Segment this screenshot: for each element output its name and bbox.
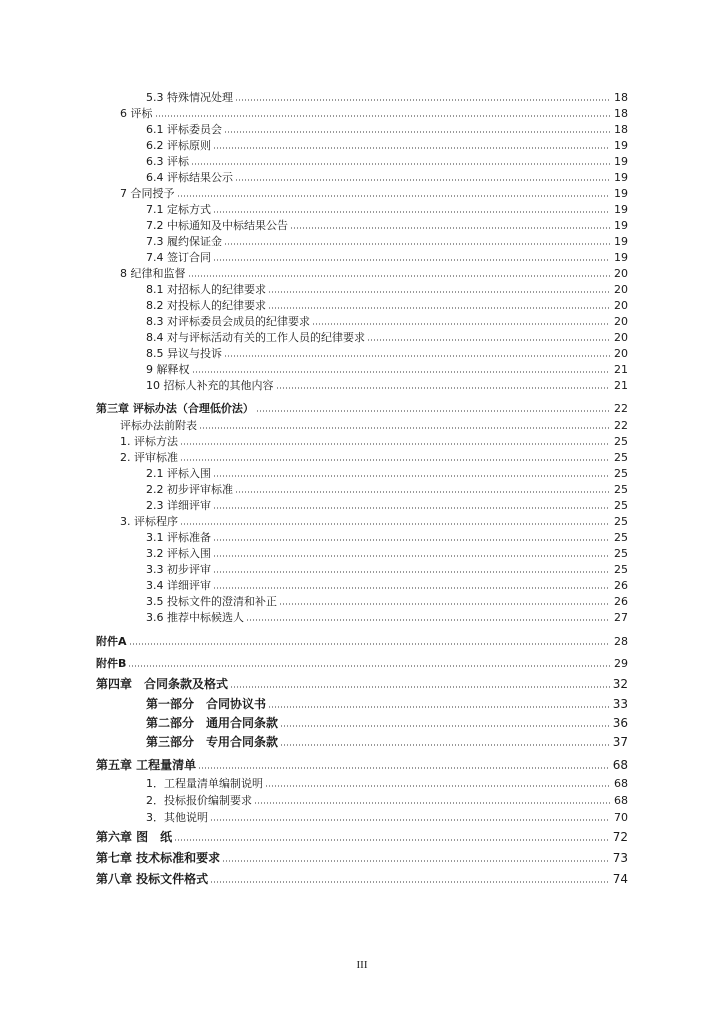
toc-entry-page: 19 — [614, 155, 628, 168]
toc-entry-label: 3.3 初步评审 — [146, 563, 211, 576]
toc-entry-label: 3．其他说明 — [146, 811, 208, 824]
toc-entry-label: 2.1 评标入围 — [146, 467, 211, 480]
toc-entry[interactable] — [0, 312, 724, 328]
dot-leader — [180, 459, 610, 461]
toc-appendix-page: 28 — [614, 635, 628, 648]
dot-leader — [213, 475, 610, 477]
dot-leader — [230, 686, 610, 688]
toc-entry-label: 8 纪律和监督 — [120, 267, 186, 280]
toc-chapter[interactable] — [0, 756, 724, 772]
toc-entry-label: 2.2 初步评审标准 — [146, 483, 233, 496]
toc-entry-page: 25 — [614, 515, 628, 528]
toc-chapter-label: 第七章 技术标准和要求 — [96, 851, 221, 865]
toc-entry[interactable] — [0, 104, 724, 120]
toc-section[interactable] — [0, 733, 724, 749]
dot-leader — [180, 523, 610, 525]
toc-entry-page: 19 — [614, 219, 628, 232]
toc-section-label: 第二部分 通用合同条款 — [146, 716, 279, 730]
toc-section-label: 第一部分 合同协议书 — [146, 697, 267, 711]
dot-leader — [213, 587, 610, 589]
toc-chapter-page: 68 — [612, 758, 628, 772]
toc-section-label: 第三部分 专用合同条款 — [146, 735, 279, 749]
toc-entry-label: 评标办法前附表 — [120, 419, 197, 432]
dot-leader — [224, 243, 610, 245]
dot-leader — [235, 179, 610, 181]
toc-entry-page: 70 — [614, 811, 628, 824]
toc-entry-page: 27 — [614, 611, 628, 624]
toc-entry-page: 19 — [614, 235, 628, 248]
toc-entry[interactable] — [0, 168, 724, 184]
dot-leader — [268, 307, 610, 309]
toc-entry[interactable] — [0, 248, 724, 264]
toc-chapter-label: 第六章 图 纸 — [96, 830, 173, 844]
toc-chapter-page: 74 — [612, 872, 628, 886]
toc-entry[interactable] — [0, 448, 724, 464]
toc-entry[interactable] — [0, 120, 724, 136]
dot-leader — [155, 115, 611, 117]
toc-entry-label: 2. 评审标准 — [120, 451, 178, 464]
toc-entry-page: 22 — [614, 419, 628, 432]
toc-entry[interactable] — [0, 360, 724, 376]
dot-leader — [213, 571, 610, 573]
toc-entry[interactable] — [0, 376, 724, 392]
toc-entry-label: 6.4 评标结果公示 — [146, 171, 233, 184]
toc-appendix-label: 附件A — [96, 635, 127, 648]
toc-entry[interactable] — [0, 264, 724, 280]
toc-entry[interactable] — [0, 296, 724, 312]
toc-entry[interactable] — [0, 88, 724, 104]
toc-chapter[interactable] — [0, 675, 724, 691]
toc-entry-label: 3.4 详细评审 — [146, 579, 211, 592]
toc-entry-page: 68 — [614, 794, 628, 807]
toc-entry[interactable] — [0, 232, 724, 248]
toc-entry-label: 9 解释权 — [146, 363, 190, 376]
toc-entry-label: 8.5 异议与投诉 — [146, 347, 222, 360]
toc-chapter-page: 32 — [612, 677, 628, 691]
toc-entry-label: 10 招标人补充的其他内容 — [146, 379, 274, 392]
toc-entry[interactable] — [0, 152, 724, 168]
toc-entry-page: 19 — [614, 139, 628, 152]
toc-entry-label: 3. 评标程序 — [120, 515, 178, 528]
toc-entry-label: 7.4 签订合同 — [146, 251, 211, 264]
toc-entry[interactable] — [0, 280, 724, 296]
toc-entry[interactable] — [0, 808, 724, 824]
dot-leader — [128, 665, 610, 667]
toc-entry-page: 25 — [614, 451, 628, 464]
toc-entry-page: 19 — [614, 187, 628, 200]
dot-leader — [224, 355, 610, 357]
dot-leader — [199, 427, 610, 429]
dot-leader — [254, 802, 610, 804]
toc-section-page: 33 — [612, 697, 628, 711]
toc-entry-label: 8.1 对招标人的纪律要求 — [146, 283, 266, 296]
toc-entry-page: 18 — [614, 123, 628, 136]
toc-entry-label: 1. 评标方法 — [120, 435, 178, 448]
toc-entry-page: 19 — [614, 251, 628, 264]
dot-leader — [213, 507, 610, 509]
toc-entry[interactable] — [0, 544, 724, 560]
toc-entry[interactable] — [0, 576, 724, 592]
toc-entry[interactable] — [0, 774, 724, 790]
toc-entry-label: 7 合同授予 — [120, 187, 175, 200]
toc-chapter-page: 22 — [614, 402, 628, 415]
dot-leader — [213, 539, 610, 541]
toc-entry-page: 25 — [614, 467, 628, 480]
toc-entry-page: 20 — [614, 299, 628, 312]
toc-entry-page: 20 — [614, 283, 628, 296]
dot-leader — [180, 443, 610, 445]
toc-entry-page: 68 — [614, 777, 628, 790]
toc-entry-label: 6.2 评标原则 — [146, 139, 211, 152]
dot-leader — [256, 410, 610, 412]
dot-leader — [213, 147, 610, 149]
toc-entry-label: 5.3 特殊情况处理 — [146, 91, 233, 104]
toc-section-page: 37 — [612, 735, 628, 749]
toc-chapter-label: 第八章 投标文件格式 — [96, 872, 209, 886]
toc-chapter-label: 第五章 工程量清单 — [96, 758, 197, 772]
toc-entry-label: 1．工程量清单编制说明 — [146, 777, 263, 790]
toc-entry[interactable] — [0, 184, 724, 200]
toc-entry[interactable] — [0, 560, 724, 576]
toc-appendix-label: 附件B — [96, 657, 127, 670]
dot-leader — [210, 881, 610, 883]
toc-entry-label: 2．投标报价编制要求 — [146, 794, 252, 807]
toc-entry-page: 21 — [614, 379, 628, 392]
dot-leader — [268, 706, 610, 708]
toc-entry[interactable] — [0, 200, 724, 216]
dot-leader — [224, 131, 610, 133]
dot-leader — [213, 211, 610, 213]
toc-entry[interactable] — [0, 528, 724, 544]
toc-chapter[interactable] — [0, 828, 724, 844]
toc-appendix[interactable] — [0, 632, 724, 648]
toc-chapter[interactable] — [0, 399, 724, 415]
toc-entry-page: 25 — [614, 563, 628, 576]
toc-entry[interactable] — [0, 496, 724, 512]
dot-leader — [280, 744, 610, 746]
toc-entry[interactable] — [0, 416, 724, 432]
toc-entry-label: 3.1 评标准备 — [146, 531, 211, 544]
dot-leader — [213, 259, 610, 261]
toc-entry-page: 20 — [614, 267, 628, 280]
toc-chapter[interactable] — [0, 849, 724, 865]
toc-entry-label: 6 评标 — [120, 107, 153, 120]
toc-entry-label: 7.2 中标通知及中标结果公告 — [146, 219, 288, 232]
toc-entry-label: 8.4 对与评标活动有关的工作人员的纪律要求 — [146, 331, 365, 344]
toc-entry-page: 19 — [614, 171, 628, 184]
dot-leader — [268, 291, 610, 293]
toc-entry-label: 6.1 评标委员会 — [146, 123, 222, 136]
dot-leader — [177, 195, 611, 197]
toc-entry[interactable] — [0, 344, 724, 360]
dot-leader — [265, 785, 610, 787]
toc-chapter[interactable] — [0, 870, 724, 886]
toc-entry-label: 2.3 详细评审 — [146, 499, 211, 512]
dot-leader — [290, 227, 610, 229]
toc-entry[interactable] — [0, 328, 724, 344]
toc-entry-label: 7.1 定标方式 — [146, 203, 211, 216]
toc-entry-label: 6.3 评标 — [146, 155, 189, 168]
dot-leader — [213, 555, 610, 557]
toc-entry-page: 25 — [614, 499, 628, 512]
toc-entry-page: 25 — [614, 435, 628, 448]
toc-entry-page: 20 — [614, 331, 628, 344]
toc-chapter-page: 72 — [612, 830, 628, 844]
toc-entry[interactable] — [0, 791, 724, 807]
toc-entry[interactable] — [0, 432, 724, 448]
toc-section[interactable] — [0, 695, 724, 711]
toc-entry-label: 7.3 履约保证金 — [146, 235, 222, 248]
toc-section-page: 36 — [612, 716, 628, 730]
dot-leader — [210, 819, 610, 821]
dot-leader — [188, 275, 611, 277]
toc-entry-label: 8.2 对投标人的纪律要求 — [146, 299, 266, 312]
toc-entry[interactable] — [0, 592, 724, 608]
dot-leader — [191, 163, 610, 165]
toc-entry-page: 18 — [614, 91, 628, 104]
dot-leader — [276, 387, 611, 389]
toc-entry-page: 26 — [614, 579, 628, 592]
toc-chapter-label: 第四章 合同条款及格式 — [96, 677, 229, 691]
dot-leader — [174, 839, 610, 841]
toc-entry-label: 8.3 对评标委员会成员的纪律要求 — [146, 315, 310, 328]
dot-leader — [129, 643, 610, 645]
dot-leader — [198, 767, 610, 769]
toc-entry-page: 25 — [614, 483, 628, 496]
toc-chapter-page: 73 — [612, 851, 628, 865]
toc-entry-page: 20 — [614, 315, 628, 328]
toc-entry[interactable] — [0, 480, 724, 496]
toc-section[interactable] — [0, 714, 724, 730]
toc-entry[interactable] — [0, 608, 724, 624]
toc-entry[interactable] — [0, 136, 724, 152]
toc-entry-page: 20 — [614, 347, 628, 360]
toc-entry-page: 19 — [614, 203, 628, 216]
toc-chapter-label: 第三章 评标办法（合理低价法） — [96, 402, 254, 415]
toc-entry-label: 3.6 推荐中标候选人 — [146, 611, 244, 624]
toc-entry[interactable] — [0, 512, 724, 528]
dot-leader — [246, 619, 610, 621]
dot-leader — [235, 99, 610, 101]
toc-entry-label: 3.5 投标文件的澄清和补正 — [146, 595, 277, 608]
toc-entry-page: 21 — [614, 363, 628, 376]
dot-leader — [279, 603, 610, 605]
toc-entry-label: 3.2 评标入围 — [146, 547, 211, 560]
toc-entry-page: 26 — [614, 595, 628, 608]
dot-leader — [235, 491, 610, 493]
dot-leader — [222, 860, 610, 862]
toc-entry[interactable] — [0, 216, 724, 232]
toc-appendix[interactable] — [0, 654, 724, 670]
toc-entry-page: 18 — [614, 107, 628, 120]
toc-appendix-page: 29 — [614, 657, 628, 670]
toc-entry[interactable] — [0, 464, 724, 480]
page-number: III — [356, 959, 368, 971]
dot-leader — [192, 371, 611, 373]
dot-leader — [312, 323, 610, 325]
dot-leader — [367, 339, 610, 341]
toc-entry-page: 25 — [614, 531, 628, 544]
dot-leader — [280, 725, 610, 727]
toc-entry-page: 25 — [614, 547, 628, 560]
